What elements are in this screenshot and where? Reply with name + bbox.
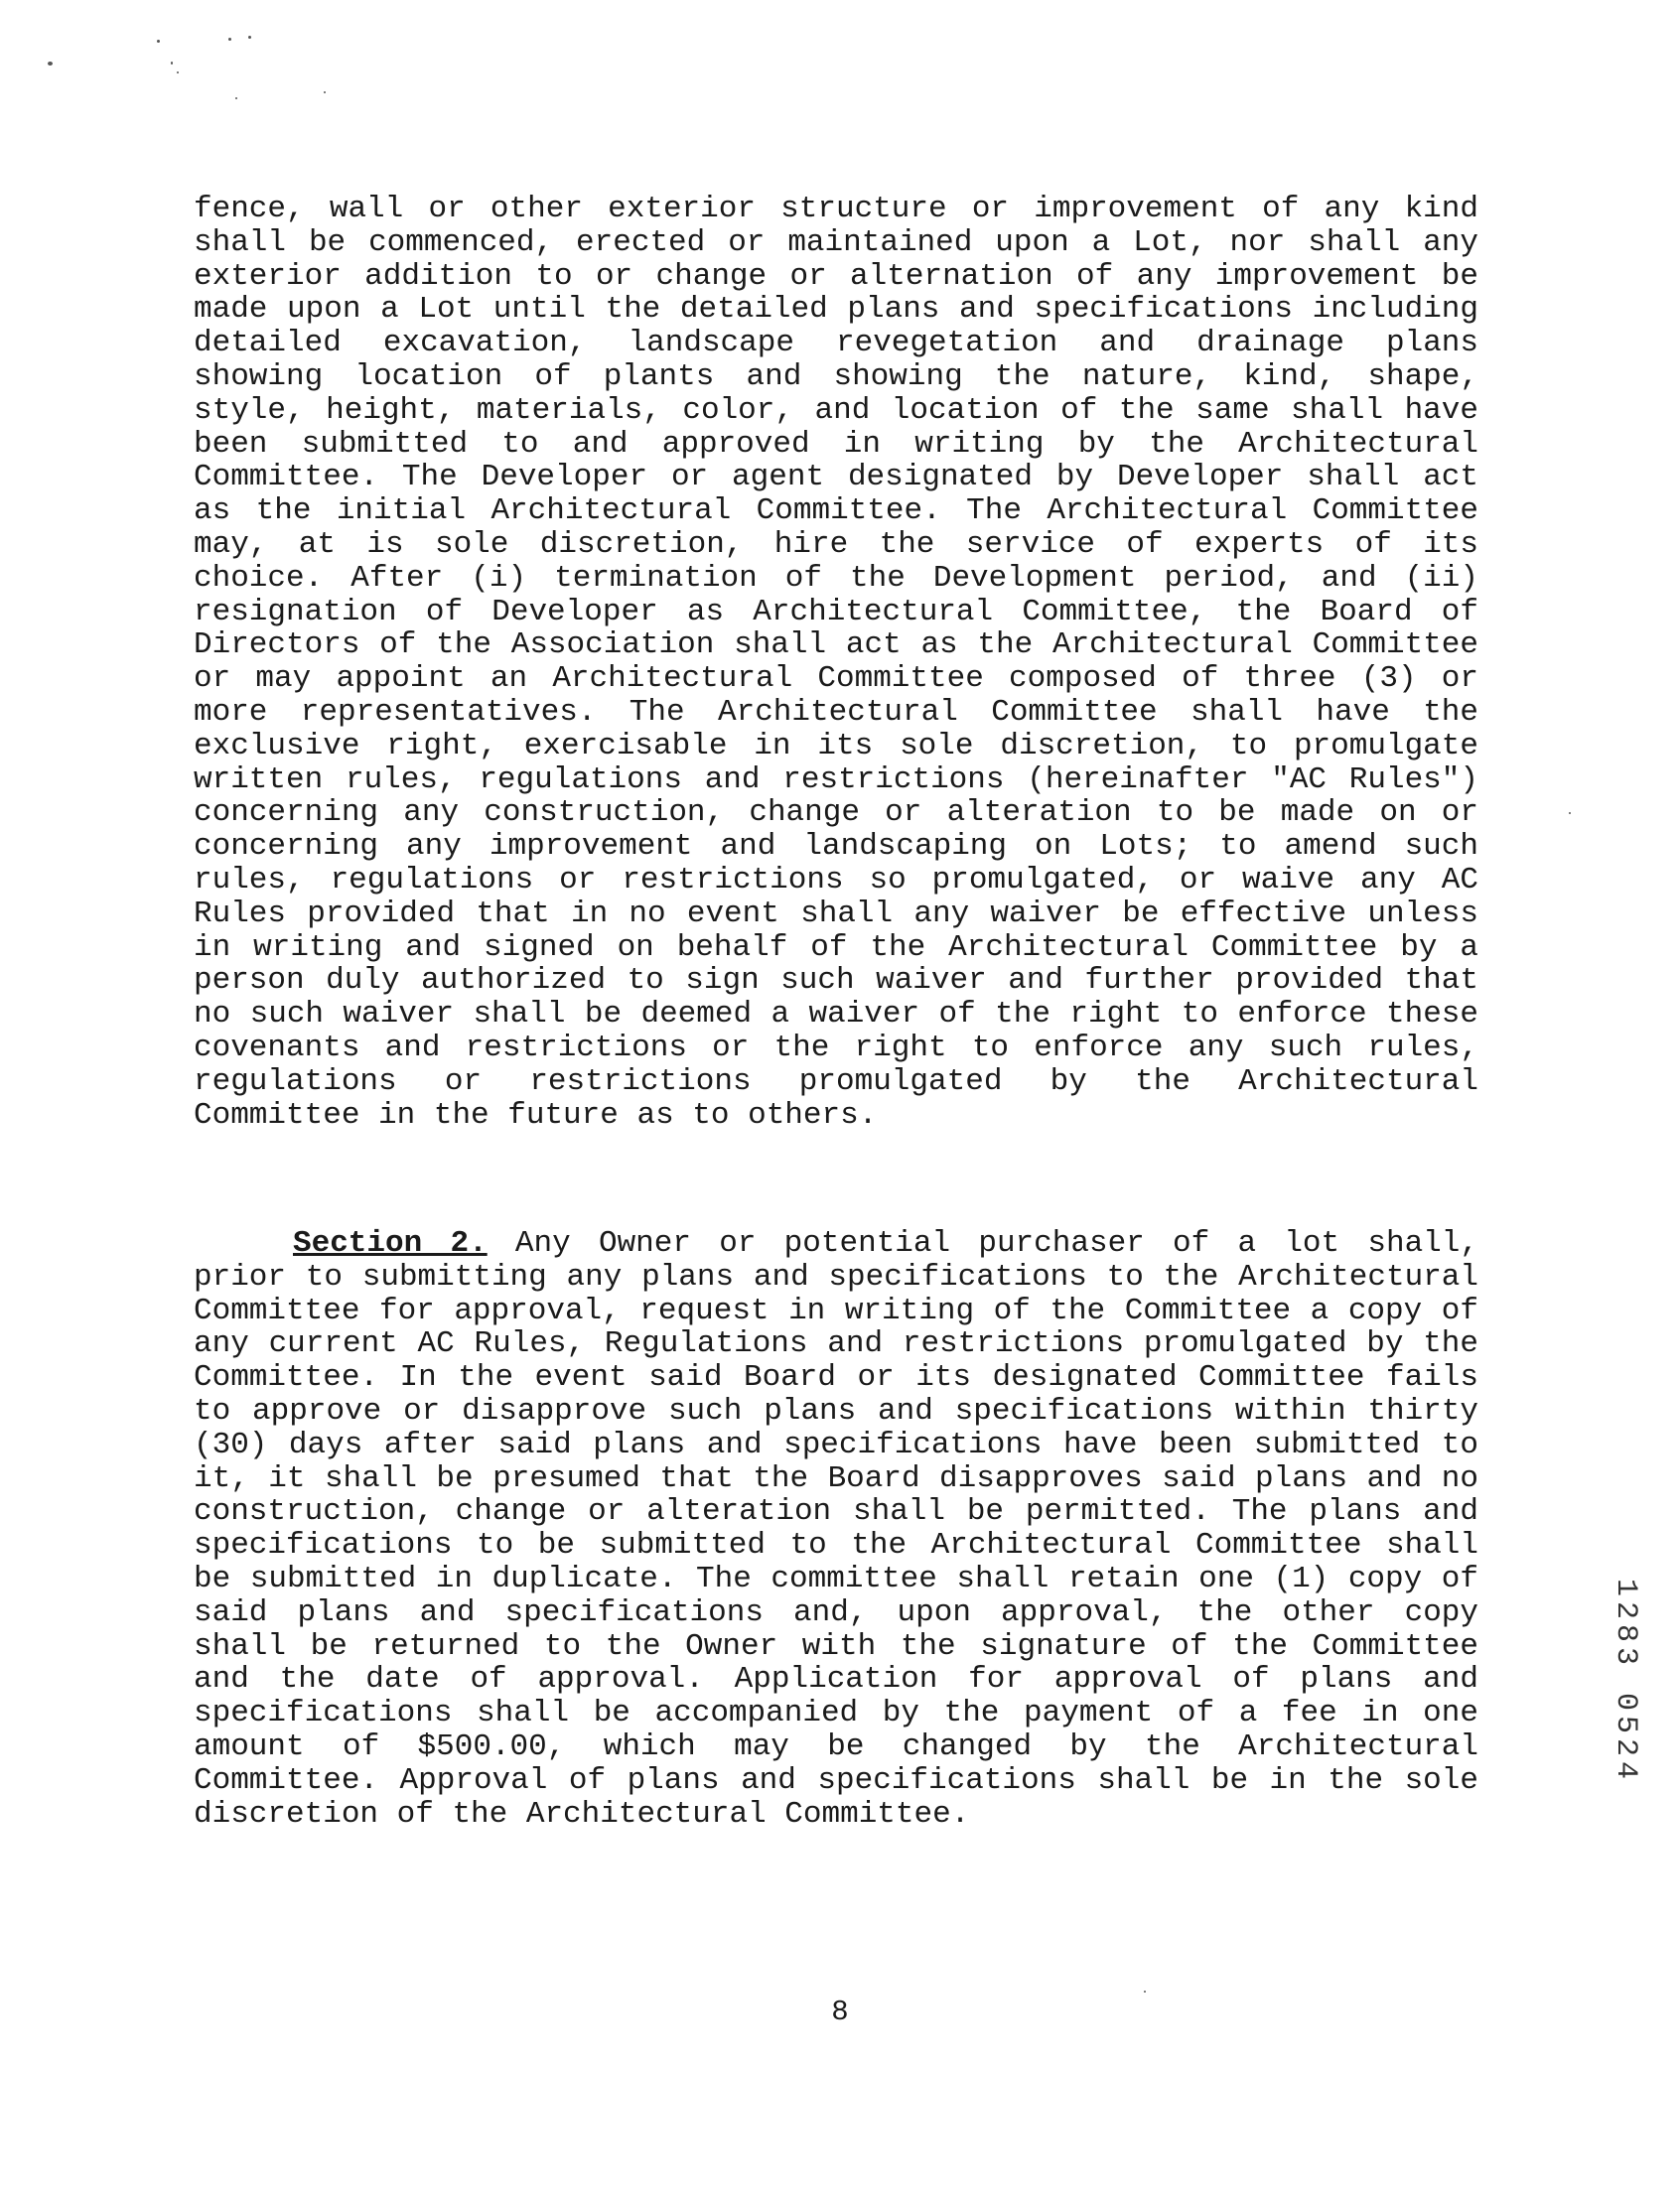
body-paragraph: fence, wall or other exterior structure or improvement of any kind shall be commenced, erected or maintained upon a Lot, nor shall any exterior addition to or change or alternation of any improvement be made upon a Lot until the detailed plans and specifications including detailed excavation, landscape revegetation and drainage plans showing location of plants and showing the nature, kind, shape, style, height, materials, color, and location of the same shall have been submitted to and approved in writing by the Architectural Committee. The Developer or agent designated by Developer shall act as the initial Architectural Committee. The Architectural Committee may, at is sole discretion, hire the service of experts of its choice. After (i) termination of the Development period, and (ii) resignation of Developer as Architectural Committee, the Board of Directors of the Association shall act as the Architectural Committee or may appoint an Architectural Committee composed of three (3) or more representatives. The Architectural Committee shall have the exclusive right, exercisable in its sole discretion, to promulgate written rules, regulations and restrictions (hereinafter "AC Rules") concerning any construction, change or alteration to be made on or concerning any improvement and landscaping on Lots; to amend such rules, regulations or restrictions so promulgated, or waive any AC Rules provided that in no event shall any waiver be effective unless in writing and signed on behalf of the Architectural Committee by a person duly authorized to sign such waiver and further provided that no such waiver shall be deemed a waiver of the right to enforce these covenants and restrictions or the right to enforce any such rules, regulations or restrictions promulgated by the Architectural Committee in the future as to others. [194,192,1478,1133]
section-2-paragraph [194,1227,1478,1831]
scan-speck [157,40,160,43]
scan-speck [228,38,231,41]
scan-speck [177,71,179,73]
scan-speck [171,62,173,65]
scan-speck [324,91,326,93]
scan-speck [235,97,237,99]
scan-speck [1569,812,1571,814]
scan-speck [1144,1991,1146,1993]
scan-speck [248,36,251,39]
scan-speck [48,62,53,66]
section-2-text: Any Owner or potential purchaser of a lot shall, prior to submitting any plans and specifications to the Architectural Committee for approval, request in writing of the Committee a copy of any current AC Rules, Regulations and restrictions promulgated by the Committee. In the event said Board or its designated Committee fails to approve or disapprove such plans and specifications within thirty (30) days after said plans and specifications have been submitted to it, it shall be presumed that the Board disapproves said plans and no construction, change or alteration shall be permitted. The plans and specifications to be submitted to the Architectural Committee shall be submitted in duplicate. The committee shall retain one (1) copy of said plans and specifications and, upon approval, the other copy shall be returned to the Owner with the signature of the Committee and the date of approval. Application for approval of plans and specifications shall be accompanied by the payment of a fee in one amount of $500.00, which may be changed by the Architectural Committee. Approval of plans and specifications shall be in the sole discretion of the Architectural Committee. [194,1226,1478,1832]
recording-stamp-text: 1283 0524 [1609,1579,1642,1785]
recording-stamp [1607,1579,1646,1866]
page-number: 8 [831,1996,849,2028]
section-heading: Section 2. [293,1226,488,1261]
